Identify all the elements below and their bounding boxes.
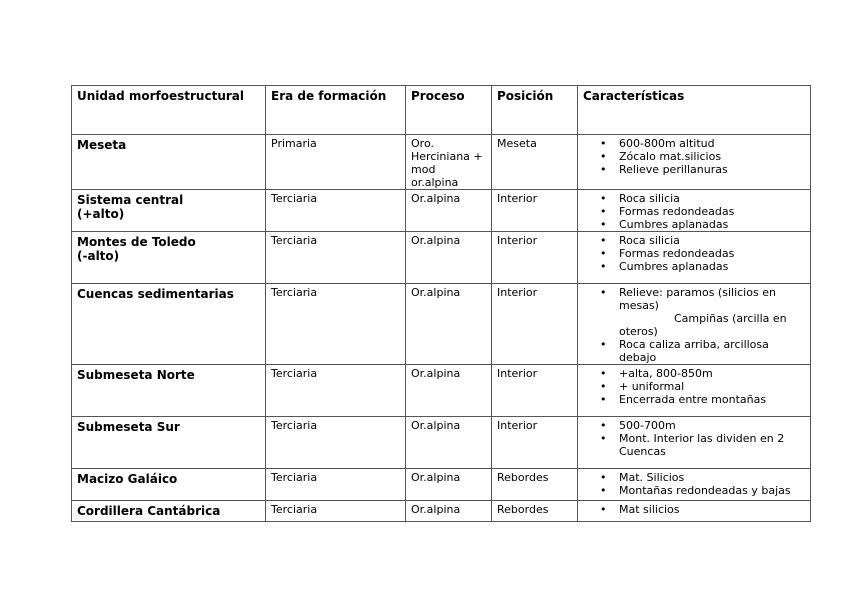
proceso-line: Or.alpina [411, 471, 461, 484]
era-cell: Primaria [266, 135, 406, 190]
unit-cell [72, 469, 266, 501]
posicion-cell: Interior [492, 232, 578, 284]
proceso-cell [406, 417, 492, 469]
caracteristicas-list [583, 503, 805, 516]
list-item: • Mat. Silicios [619, 471, 805, 484]
era-cell: Terciaria [266, 469, 406, 501]
proceso-cell [406, 135, 492, 190]
proceso-line: or.alpina [411, 176, 459, 189]
caracteristicas-list [583, 137, 805, 176]
list-item: • Cumbres aplanadas [619, 260, 805, 273]
list-item-line: mesas) [619, 299, 659, 312]
unit-name: Meseta [77, 138, 127, 152]
caracteristicas-cell [578, 190, 811, 232]
table-row [72, 501, 811, 522]
list-item-line: Cuencas [619, 445, 666, 458]
list-item-line: • Mont. Interior las dividen en 2 [619, 432, 785, 445]
header-posicion: Posición [492, 86, 578, 135]
unit-cell [72, 190, 266, 232]
list-item-line: debajo [619, 351, 657, 364]
proceso-cell [406, 365, 492, 417]
unit-cell [72, 501, 266, 522]
header-era: Era de formación [266, 86, 406, 135]
unit-cell [72, 135, 266, 190]
table-row [72, 135, 811, 190]
caracteristicas-cell [578, 365, 811, 417]
unit-cell [72, 417, 266, 469]
proceso-line: Or.alpina [411, 419, 461, 432]
list-item: • 500-700m [619, 419, 805, 432]
caracteristicas-list [583, 471, 805, 497]
list-item: • Roca silicia [619, 234, 805, 247]
list-item: • Formas redondeadas [619, 205, 805, 218]
table-row [72, 365, 811, 417]
table-row [72, 284, 811, 365]
posicion-cell: Interior [492, 365, 578, 417]
header-caracteristicas: Características [578, 86, 811, 135]
caracteristicas-cell [578, 417, 811, 469]
table-row [72, 190, 811, 232]
table-row [72, 417, 811, 469]
list-item-line: Relieve: paramos (silicios en [619, 286, 776, 299]
header-row [72, 86, 811, 135]
era-cell: Terciaria [266, 417, 406, 469]
posicion-cell: Rebordes [492, 469, 578, 501]
list-item [619, 286, 805, 338]
proceso-cell [406, 501, 492, 522]
caracteristicas-cell [578, 469, 811, 501]
caracteristicas-list [583, 192, 805, 231]
unit-cell [72, 232, 266, 284]
table-row [72, 232, 811, 284]
posicion-cell: Interior [492, 417, 578, 469]
list-item: • Roca silicia [619, 192, 805, 205]
proceso-line: Or.alpina [411, 234, 461, 247]
unit-cell [72, 284, 266, 365]
era-cell: Terciaria [266, 501, 406, 522]
list-item: • Mat silicios [619, 503, 805, 516]
table-row [72, 469, 811, 501]
posicion-cell: Rebordes [492, 501, 578, 522]
list-item [619, 432, 805, 458]
unit-cell [72, 365, 266, 417]
caracteristicas-list [583, 286, 805, 364]
proceso-line: Herciniana + [411, 150, 483, 163]
proceso-line: Or.alpina [411, 367, 461, 380]
unit-name: Submeseta Norte [77, 368, 195, 382]
era-cell: Terciaria [266, 232, 406, 284]
era-cell: Terciaria [266, 284, 406, 365]
unit-note: (-alto) [77, 249, 120, 263]
list-item: • Zócalo mat.silicios [619, 150, 805, 163]
list-item: • + uniformal [619, 380, 805, 393]
list-item: • Formas redondeadas [619, 247, 805, 260]
list-item [619, 338, 805, 364]
list-item: • Relieve perillanuras [619, 163, 805, 176]
proceso-line: Or.alpina [411, 192, 461, 205]
unit-note: (+alto) [77, 207, 125, 221]
unit-name: Cuencas sedimentarias [77, 287, 234, 301]
unit-name: Submeseta Sur [77, 420, 180, 434]
list-item-line: oteros) [619, 325, 658, 338]
proceso-line: Or.alpina [411, 286, 461, 299]
list-item-line: Campiñas (arcilla en [674, 312, 787, 325]
list-item: • +alta, 800-850m [619, 367, 805, 380]
caracteristicas-cell [578, 501, 811, 522]
list-item: • 600-800m altitud [619, 137, 805, 150]
proceso-line: mod [411, 163, 436, 176]
header-unidad: Unidad morfoestructural [72, 86, 266, 135]
caracteristicas-list [583, 367, 805, 406]
proceso-cell [406, 232, 492, 284]
proceso-cell [406, 284, 492, 365]
posicion-cell: Interior [492, 284, 578, 365]
proceso-cell [406, 469, 492, 501]
caracteristicas-list [583, 234, 805, 273]
caracteristicas-cell [578, 284, 811, 365]
caracteristicas-cell [578, 232, 811, 284]
posicion-cell: Interior [492, 190, 578, 232]
list-item: • Cumbres aplanadas [619, 218, 805, 231]
proceso-line: Oro. [411, 137, 434, 150]
caracteristicas-list [583, 419, 805, 458]
proceso-cell [406, 190, 492, 232]
era-cell: Terciaria [266, 190, 406, 232]
unit-name: Cordillera Cantábrica [77, 504, 221, 518]
unit-name: Macizo Galáico [77, 472, 178, 486]
posicion-cell: Meseta [492, 135, 578, 190]
list-item: • Encerrada entre montañas [619, 393, 805, 406]
list-item: • Montañas redondeadas y bajas [619, 484, 805, 497]
list-item-line: • Roca caliza arriba, arcillosa [619, 338, 769, 351]
unit-name: Sistema central [77, 193, 184, 207]
morphostructure-table [71, 85, 811, 522]
unit-name: Montes de Toledo [77, 235, 196, 249]
caracteristicas-cell [578, 135, 811, 190]
era-cell: Terciaria [266, 365, 406, 417]
proceso-line: Or.alpina [411, 503, 461, 516]
header-proceso: Proceso [406, 86, 492, 135]
